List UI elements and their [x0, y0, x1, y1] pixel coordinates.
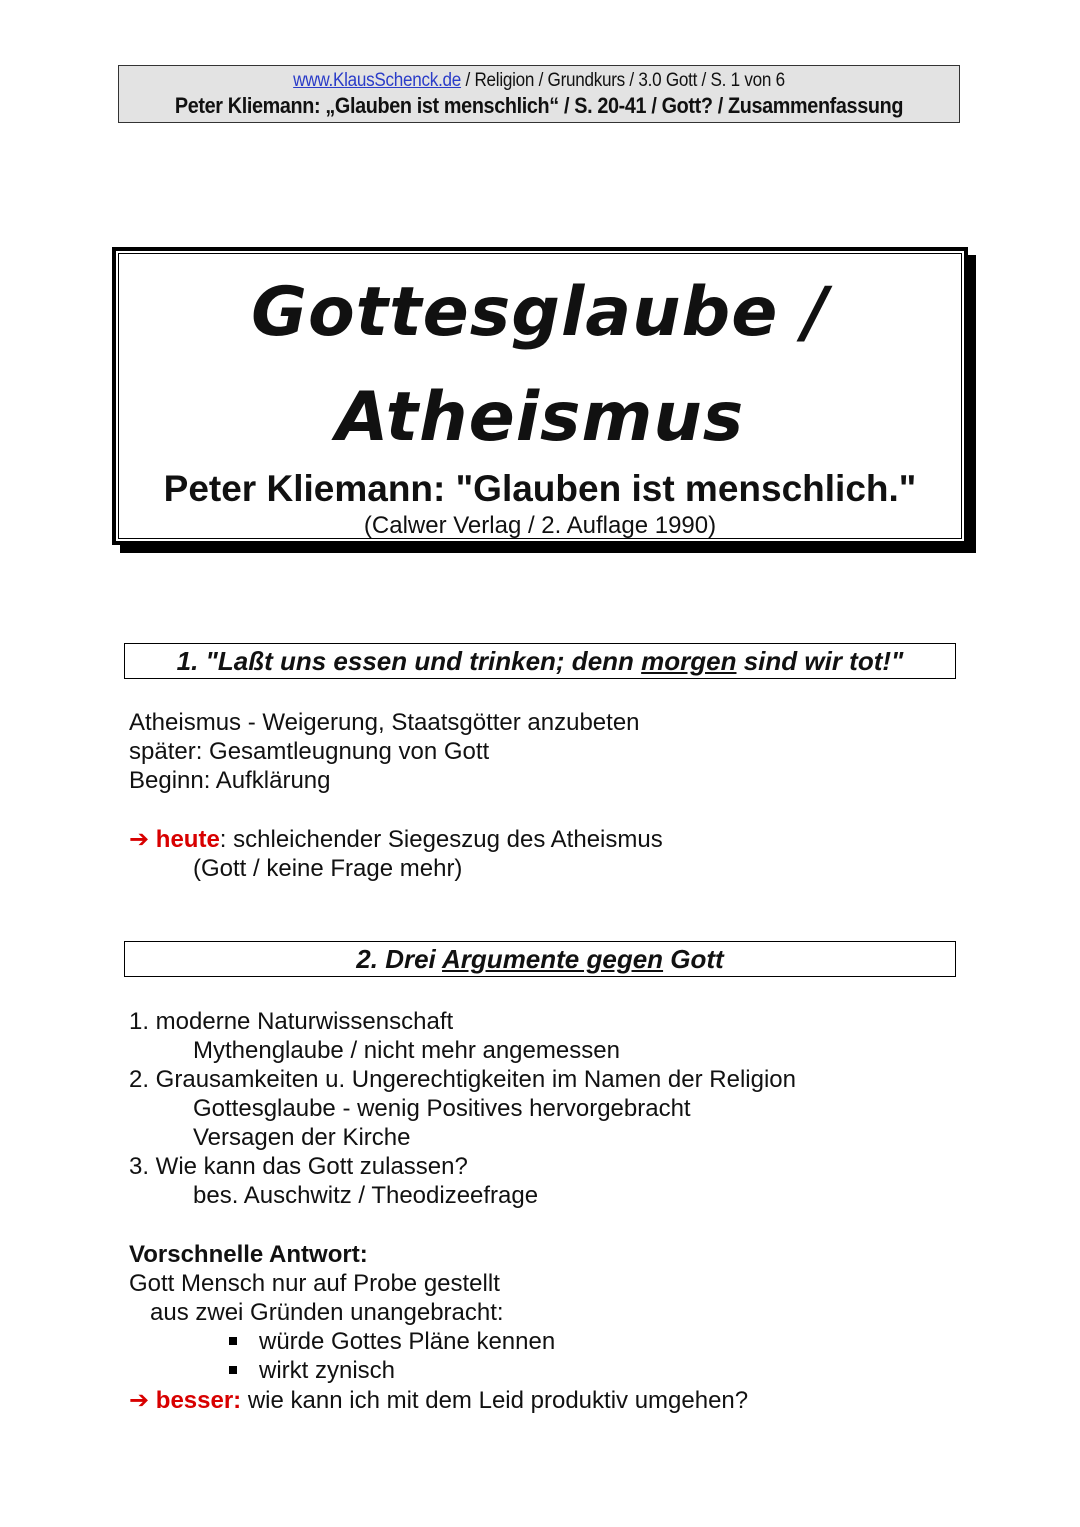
arrow-right-icon: ➔ [129, 826, 150, 853]
title-line-2: Atheismus [335, 378, 745, 457]
section-1-heading-underlined: morgen [641, 646, 737, 676]
better-label: besser: [155, 1387, 242, 1414]
title-box [112, 247, 968, 545]
header-path: / Religion / Grundkurs / 3.0 Gott / S. 1 von 6 [461, 70, 785, 91]
section-1-line: Atheismus - Weigerung, Staatsgötter anzubeten [129, 709, 640, 736]
argument-item: 1. moderne Naturwissenschaft [129, 1008, 454, 1035]
section-1-line: später: Gesamtleugnung von Gott [129, 738, 490, 765]
argument-item: 2. Grausamkeiten u. Ungerechtigkeiten im Namen der Religion [129, 1066, 796, 1093]
section-2-heading-post: Gott [663, 944, 724, 974]
answer-line: Gott Mensch nur auf Probe gestellt [129, 1270, 500, 1297]
bullet-square-icon [229, 1366, 237, 1374]
title-publisher: (Calwer Verlag / 2. Auflage 1990) [363, 512, 717, 539]
bullet-text: würde Gottes Pläne kennen [259, 1328, 556, 1355]
today-text: : schleichender Siegeszug des Atheismus [219, 826, 663, 853]
better-text: wie kann ich mit dem Leid produktiv umgehen? [241, 1387, 749, 1414]
today-note: (Gott / keine Frage mehr) [193, 855, 463, 882]
section-1-heading-pre: 1. "Laßt uns essen und trinken; denn [176, 646, 642, 676]
answer-line: aus zwei Gründen unangebracht: [150, 1299, 504, 1326]
argument-detail: Mythenglaube / nicht mehr angemessen [193, 1037, 620, 1064]
argument-detail: bes. Auschwitz / Theodizeefrage [193, 1182, 539, 1209]
bullet-item [229, 1330, 555, 1354]
page-header [118, 65, 960, 123]
title-line-1: Gottesglaube / [251, 273, 829, 352]
argument-detail: Gottesglaube - wenig Positives hervorgebracht [193, 1095, 691, 1122]
answer-heading: Vorschnelle Antwort: [129, 1241, 368, 1268]
arrow-right-icon: ➔ [129, 1387, 150, 1414]
bullet-square-icon [229, 1337, 237, 1345]
section-2-heading-underlined: Argumente gegen [442, 944, 664, 974]
section-1-heading-post: sind wir tot!" [736, 646, 904, 676]
title-author: Peter Kliemann: "Glauben ist menschlich." [163, 468, 917, 509]
site-link[interactable]: www.KlausSchenck.de [293, 70, 462, 91]
argument-detail: Versagen der Kirche [193, 1124, 411, 1151]
header-path-line [161, 70, 917, 92]
header-subtitle: Peter Kliemann: „Glauben ist menschlich“ / S. 20-41 / Gott? / Zusammenfassung [174, 93, 904, 118]
section-2-heading [124, 941, 956, 977]
today-label: heute [155, 826, 220, 853]
bullet-text: wirkt zynisch [259, 1357, 396, 1384]
section-2-heading-pre: 2. Drei [356, 944, 443, 974]
bullet-item [229, 1359, 395, 1383]
argument-item: 3. Wie kann das Gott zulassen? [129, 1153, 468, 1180]
better-line [129, 1389, 748, 1413]
today-line [129, 828, 663, 852]
section-1-heading [124, 643, 956, 679]
section-1-line: Beginn: Aufklärung [129, 767, 331, 794]
